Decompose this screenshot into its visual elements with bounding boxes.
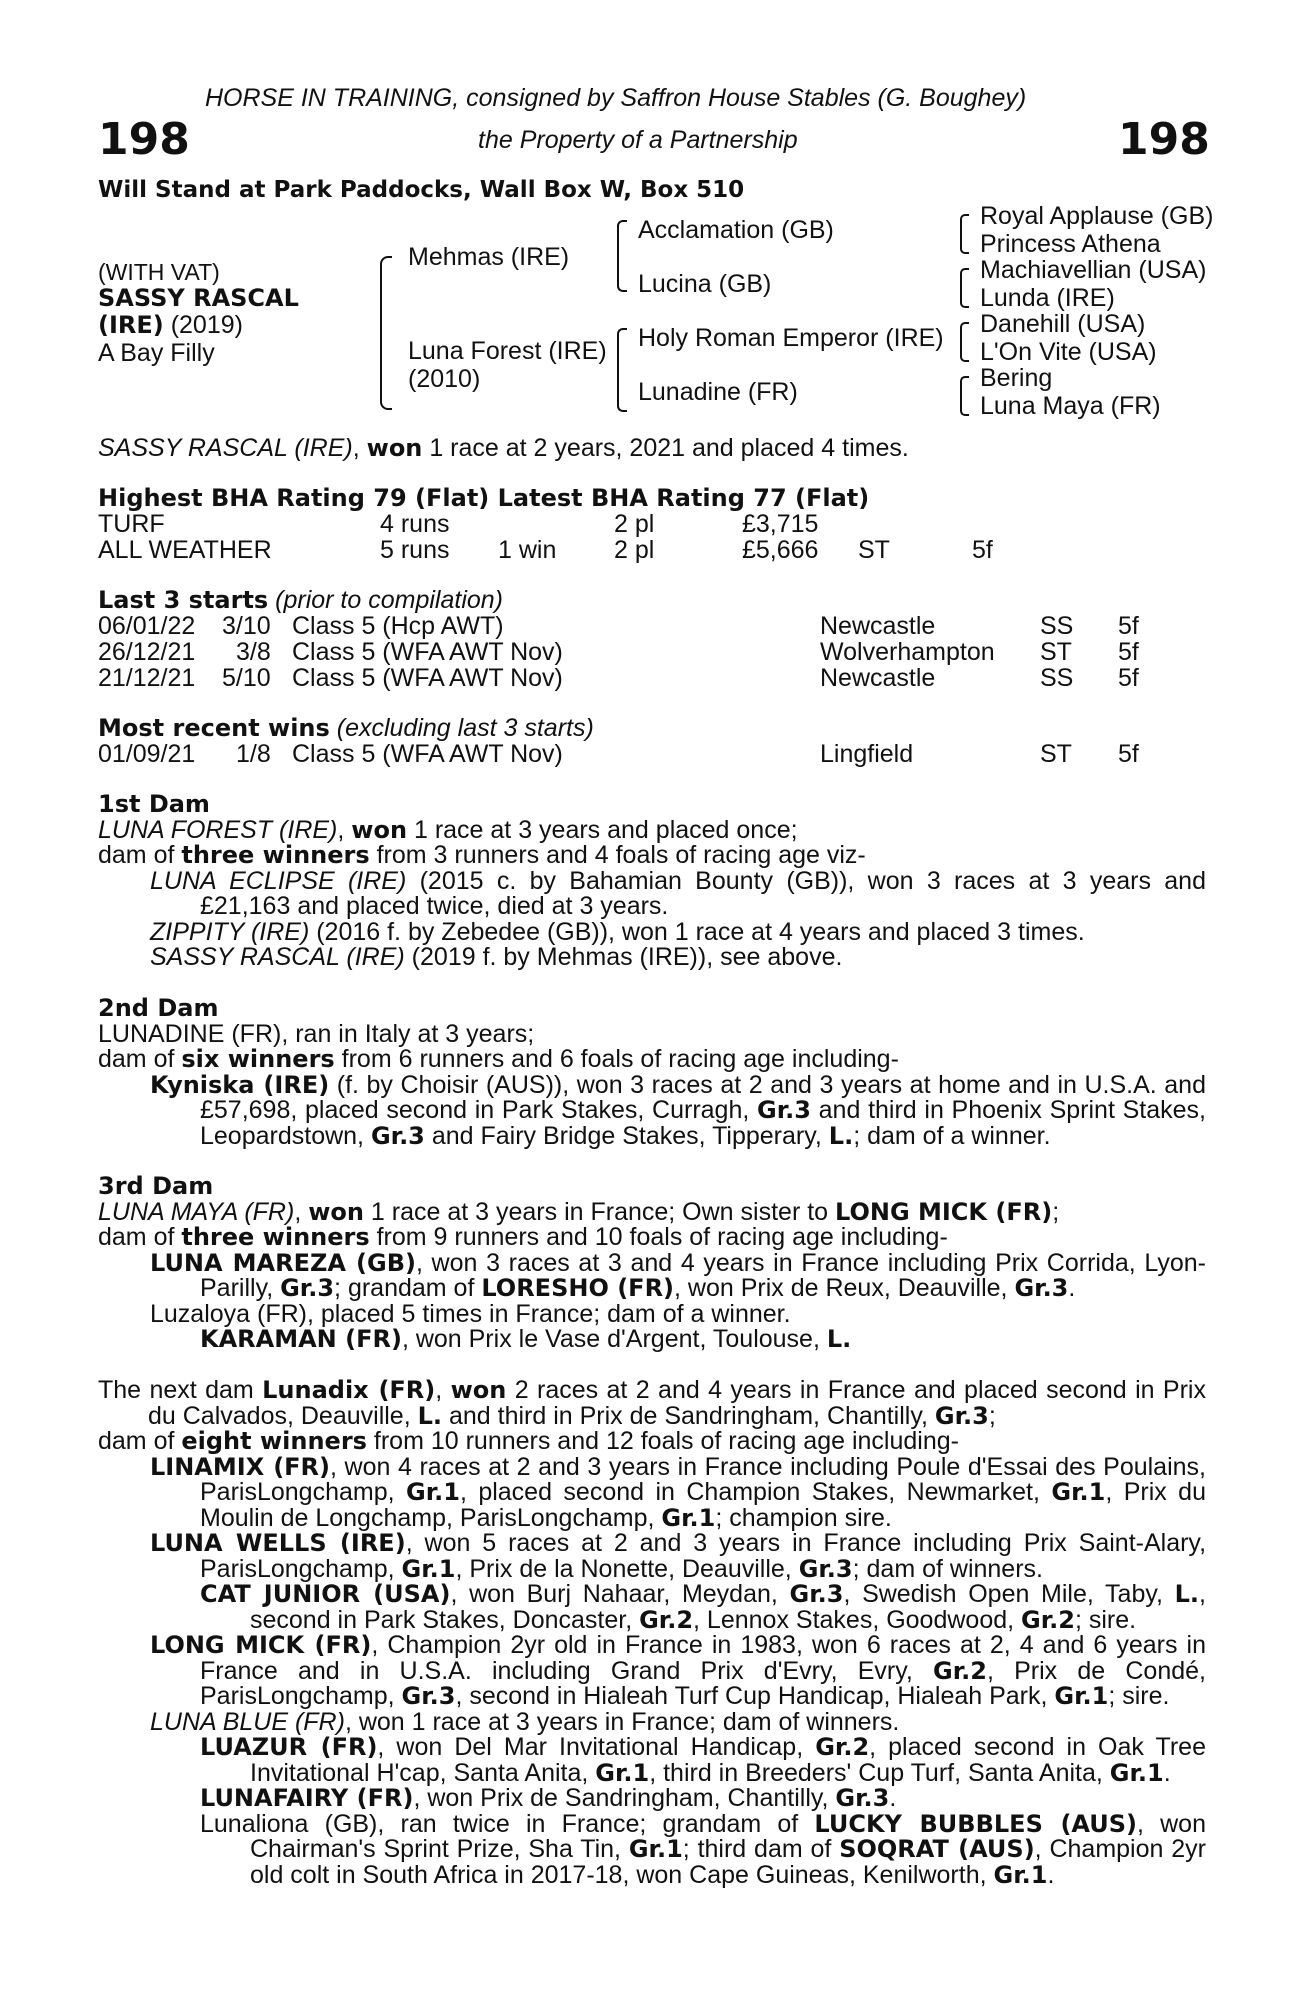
lot-number-left: 198 — [98, 114, 190, 165]
dam-produce-line: dam of eight winners from 10 runners and 12 foals of racing age including- — [98, 1427, 959, 1455]
horse-description: A Bay Filly — [98, 339, 215, 367]
property-line: the Property of a Partnership — [478, 126, 798, 154]
list-item: LUNA WELLS (IRE), won 5 races at 2 and 3 years in France including Prix Saint-Alary, ParisLongchamp, Gr.1, Prix de la Nonette, Deauville, Gr.3; dam of winners. — [150, 1529, 1207, 1583]
pedigree-brace-main — [380, 256, 392, 410]
list-item: KARAMAN (FR), won Prix le Vase d'Argent, Toulouse, L. — [200, 1325, 852, 1353]
consignor-line: HORSE IN TRAINING, consigned by Saffron House Stables (G. Boughey) — [205, 84, 1027, 112]
pedigree-dam-dam: Lunadine (FR) — [638, 378, 798, 406]
pedigree-brace-dam — [617, 328, 627, 412]
list-item: CAT JUNIOR (USA), won Burj Nahaar, Meydan, Gr.3, Swedish Open Mile, Taby, L., second in Park Stakes, Doncaster, Gr.2, Lennox Stakes, Goodwood, Gr.2; sire. — [200, 1580, 1206, 1634]
last-starts-title: Last 3 starts (prior to compilation) — [98, 586, 504, 614]
next-dam-section — [98, 1378, 1206, 1888]
list-item: LUAZUR (FR), won Del Mar Invitational Handicap, Gr.2, placed second in Oak Tree Invitational H'cap, Santa Anita, Gr.1, third in Breeders' Cup Turf, Santa Anita, Gr.1. — [200, 1733, 1206, 1787]
dam-line: LUNA MAYA (FR), won 1 race at 3 years in France; Own sister to LONG MICK (FR); — [98, 1197, 1060, 1226]
race-summary: SASSY RASCAL (IRE), won 1 race at 2 years, 2021 and placed 4 times. — [98, 434, 909, 462]
pedigree-brace-gg4 — [960, 376, 969, 416]
pedigree-dam-year: (2010) — [408, 365, 481, 393]
second-dam-section — [98, 996, 1206, 1149]
dam-produce-line: dam of three winners from 3 runners and 4 foals of racing age viz- — [98, 841, 866, 869]
pedigree-gg-4: Lunda (IRE) — [980, 284, 1115, 312]
third-dam-section — [98, 1174, 1206, 1353]
pedigree-brace-gg3 — [960, 322, 969, 362]
pedigree-gg-7: Bering — [980, 364, 1053, 392]
list-item: LUNA ECLIPSE (IRE) (2015 c. by Bahamian Bounty (GB)), won 3 races at 3 years and £21,163 and placed twice, died at 3 years. — [150, 866, 1206, 920]
pedigree-brace-gg2 — [960, 268, 969, 308]
pedigree-gg-1: Royal Applause (GB) — [980, 202, 1214, 230]
stand-line: Will Stand at Park Paddocks, Wall Box W, Box 510 — [98, 177, 745, 203]
section-title: 3rd Dam — [98, 1172, 214, 1200]
horse-year: (2019) — [163, 311, 243, 339]
list-item: ZIPPITY (IRE) (2016 f. by Zebedee (GB)), won 1 race at 4 years and placed 3 times. — [150, 917, 1085, 946]
list-item: LINAMIX (FR), won 4 races at 2 and 3 years in France including Poule d'Essai des Poulains, ParisLongchamp, Gr.1, placed second in Champion Stakes, Newmarket, Gr.1, Prix du Moulin de Longchamp, ParisLongchamp, Gr.1; champion sire. — [150, 1452, 1206, 1532]
pedigree-gg-8: Luna Maya (FR) — [980, 392, 1161, 420]
pedigree-gg-6: L'On Vite (USA) — [980, 338, 1157, 366]
pedigree-dam: Luna Forest (IRE) — [408, 337, 607, 365]
dam-line: LUNA FOREST (IRE), won 1 race at 3 years and placed once; — [98, 815, 798, 844]
list-item: LUNA MAREZA (GB), won 3 races at 3 and 4 years in France including Prix Corrida, Lyon-Parilly, Gr.3; grandam of LORESHO (FR), won Prix de Reux, Deauville, Gr.3. — [150, 1248, 1206, 1302]
list-item: LUNA BLUE (FR), won 1 race at 3 years in France; dam of winners. — [150, 1707, 900, 1736]
dam-produce-line: dam of three winners from 9 runners and 10 foals of racing age including- — [98, 1223, 948, 1251]
list-item: Luzaloya (FR), placed 5 times in France; dam of a winner. — [150, 1299, 791, 1328]
pedigree-brace-gg1 — [960, 214, 969, 254]
dam-produce-line: dam of six winners from 6 runners and 6 foals of racing age including- — [98, 1045, 899, 1073]
first-dam-section — [98, 792, 1206, 971]
horse-name: SASSY RASCAL — [98, 284, 299, 312]
horse-name-line2 — [98, 313, 243, 339]
pedigree-dam-sire: Holy Roman Emperor (IRE) — [638, 324, 944, 352]
list-item: SASSY RASCAL (IRE) (2019 f. by Mehmas (IRE)), see above. — [150, 943, 843, 971]
list-item: LONG MICK (FR), Champion 2yr old in France in 1983, won 6 races at 2, 4 and 6 years in France and in U.S.A. including Grand Prix d'Evry, Evry, Gr.2, Prix de Condé, ParisLongchamp, Gr.3, second in Hialeah Turf Cup Handicap, Hialeah Park, Gr.1; sire. — [150, 1631, 1206, 1710]
vat-label: (WITH VAT) — [98, 259, 220, 285]
ratings-title: Highest BHA Rating 79 (Flat) Latest BHA Rating 77 (Flat) — [98, 484, 870, 512]
pedigree-gg-5: Danehill (USA) — [980, 310, 1146, 338]
pedigree-gg-3: Machiavellian (USA) — [980, 256, 1207, 284]
lot-number-right: 198 — [1118, 114, 1210, 165]
pedigree-sire-sire: Acclamation (GB) — [638, 216, 834, 244]
list-item: LUNAFAIRY (FR), won Prix de Sandringham, Chantilly, Gr.3. — [200, 1784, 897, 1812]
dam-line: LUNADINE (FR), ran in Italy at 3 years; — [98, 1019, 535, 1048]
recent-wins-title: Most recent wins (excluding last 3 starts) — [98, 714, 594, 742]
pedigree-sire: Mehmas (IRE) — [408, 243, 570, 271]
list-item: Lunaliona (GB), ran twice in France; grandam of LUCKY BUBBLES (AUS), won Chairman's Sprint Prize, Sha Tin, Gr.1; third dam of SOQRAT (AUS), Champion 2yr old colt in South Africa in 2017-18, won Cape Guineas, Kenilworth, Gr.1. — [200, 1809, 1206, 1889]
horse-country: (IRE) — [98, 311, 164, 339]
pedigree-sire-dam: Lucina (GB) — [638, 270, 772, 298]
list-item: Kyniska (IRE) (f. by Choisir (AUS)), won 3 races at 2 and 3 years at home and in U.S.A. and £57,698, placed second in Park Stakes, Curragh, Gr.3 and third in Phoenix Sprint Stakes, Leopardstown, Gr.3 and Fairy Bridge Stakes, Tipperary, L.; dam of a winner. — [150, 1070, 1206, 1150]
pedigree-gg-2: Princess Athena — [980, 230, 1161, 258]
pedigree-brace-sire — [617, 220, 627, 292]
section-title: 2nd Dam — [98, 994, 219, 1022]
section-title: 1st Dam — [98, 790, 210, 818]
dam-line: The next dam Lunadix (FR), won 2 races at 2 and 4 years in France and placed second in Prix du Calvados, Deauville, L. and third in Prix de Sandringham, Chantilly, Gr.3; — [98, 1376, 1206, 1430]
